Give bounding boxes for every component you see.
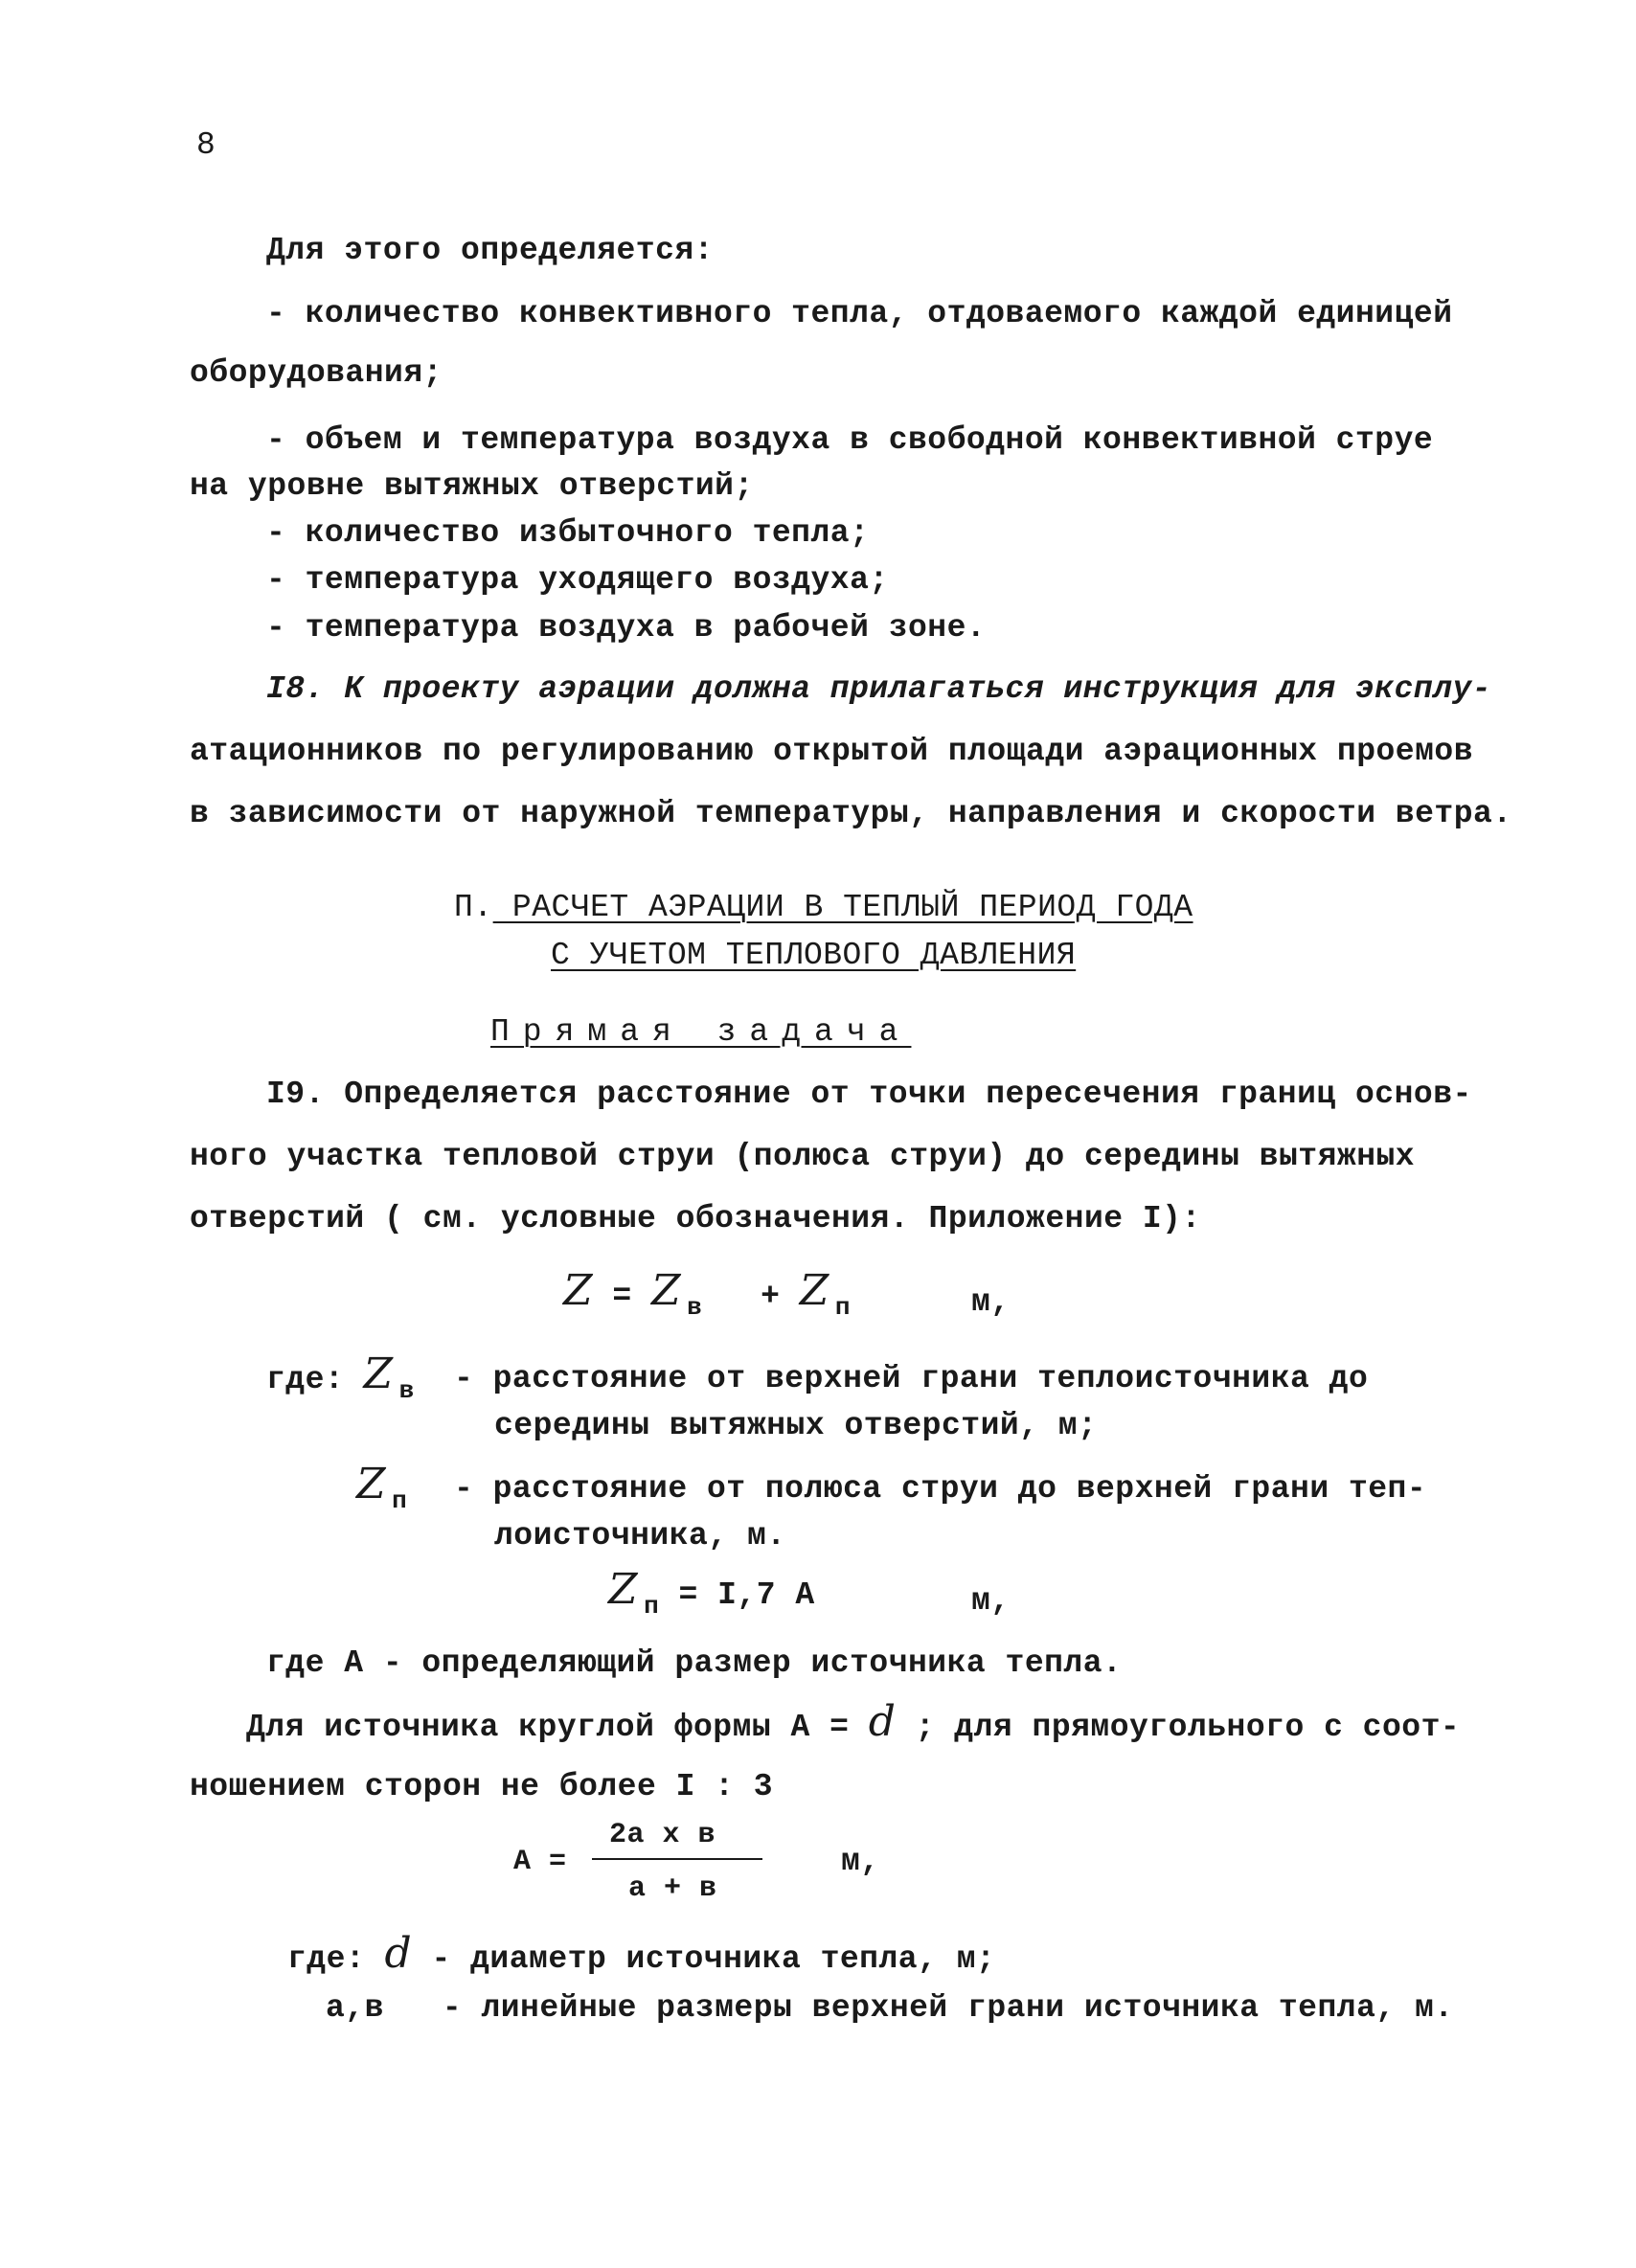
definition-zp-line2: лоисточника, м. bbox=[494, 1518, 786, 1554]
where-ab-line bbox=[326, 1989, 1454, 2028]
section-number: П. bbox=[454, 890, 493, 925]
paragraph-19-line: отверстий ( см. условные обозначения. Приложение I): bbox=[190, 1201, 1201, 1236]
definition-a: где А - определяющий размер источника тепла. bbox=[266, 1645, 1123, 1681]
formula-z-total bbox=[563, 1266, 851, 1322]
definition-ab: - линейные размеры верхней грани источника тепла, м. bbox=[442, 1990, 1454, 2026]
section-title-2: С УЧЕТОМ ТЕПЛОВОГО ДАВЛЕНИЯ bbox=[551, 938, 1077, 973]
subscript: в bbox=[687, 1293, 703, 1322]
where-d-line bbox=[287, 1929, 996, 1979]
list-item: - объем и температура воздуха в свободной конвективной струе bbox=[266, 422, 1434, 458]
z-symbol: Z bbox=[563, 1266, 594, 1315]
z-symbol: Z bbox=[651, 1266, 682, 1315]
where-word: где: bbox=[266, 1362, 345, 1397]
formula-a-lhs: А = bbox=[513, 1846, 567, 1878]
paragraph-19-line: I9. Определяется расстояние от точки пересечения границ основ- bbox=[266, 1077, 1472, 1112]
list-item: на уровне вытяжных отверстий; bbox=[190, 468, 754, 504]
list-item: оборудования; bbox=[190, 355, 443, 391]
list-item: - температура уходящего воздуха; bbox=[266, 562, 889, 598]
list-item: - количество конвективного тепла, отдоваемого каждой единицей bbox=[266, 296, 1453, 331]
section-heading-line1 bbox=[454, 889, 1193, 927]
where-word: где: bbox=[287, 1941, 366, 1977]
fraction-numerator: 2а х в bbox=[609, 1819, 716, 1851]
page-number: 8 bbox=[196, 127, 216, 163]
z-symbol: Z bbox=[356, 1460, 387, 1508]
paragraph-19-line: ного участка тепловой струи (полюса струи) до середины вытяжных bbox=[190, 1139, 1416, 1174]
section-subtitle: Прямая задача bbox=[490, 1014, 912, 1050]
ab-symbol: а,в bbox=[326, 1990, 384, 2026]
z-symbol: Z bbox=[363, 1349, 394, 1398]
subscript: п bbox=[392, 1486, 408, 1515]
subscript: п bbox=[834, 1293, 851, 1322]
d-symbol: d bbox=[384, 1929, 413, 1978]
definition-d: - диаметр источника тепла, м; bbox=[431, 1941, 996, 1977]
list-item: - температура воздуха в рабочей зоне. bbox=[266, 610, 987, 646]
subscript: п bbox=[644, 1592, 660, 1621]
formula-rhs: = I,7 А bbox=[678, 1577, 815, 1613]
d-symbol: d bbox=[868, 1697, 897, 1746]
formula-unit: м, bbox=[971, 1583, 1011, 1619]
definition-zp-line1: - расстояние от полюса струи до верхней грани теп- bbox=[454, 1471, 1427, 1507]
formula-unit: м, bbox=[971, 1284, 1011, 1320]
section-title-1: РАСЧЕТ АЭРАЦИИ В ТЕПЛЫЙ ПЕРИОД ГОДА bbox=[492, 890, 1193, 925]
round-source-line2: ношением сторон не более I : 3 bbox=[190, 1769, 774, 1804]
paragraph-18-line: в зависимости от наружной температуры, направления и скорости ветра. bbox=[190, 796, 1512, 831]
formula-unit: м, bbox=[841, 1844, 880, 1879]
formula-zp bbox=[608, 1565, 815, 1621]
paragraph-18-line: I8. К проекту аэрации должна прилагаться инструкция для эксплу- bbox=[266, 671, 1492, 707]
plus-sign: + bbox=[761, 1279, 781, 1314]
text-fragment: ; для прямоугольного с соот- bbox=[915, 1710, 1461, 1745]
z-symbol: Z bbox=[608, 1565, 639, 1614]
z-symbol: Z bbox=[799, 1266, 829, 1315]
fraction-denominator: а + в bbox=[628, 1872, 717, 1905]
round-source-line1 bbox=[246, 1697, 1461, 1747]
list-item: - количество избыточного тепла; bbox=[266, 515, 870, 551]
equals-sign: = bbox=[612, 1279, 632, 1314]
definition-zb-line1: - расстояние от верхней грани теплоисточника до bbox=[454, 1361, 1369, 1396]
subscript: в bbox=[398, 1376, 415, 1405]
text-fragment: Для источника круглой формы А = bbox=[246, 1710, 850, 1745]
definition-zb-line2: середины вытяжных отверстий, м; bbox=[494, 1408, 1098, 1443]
where-label bbox=[266, 1349, 415, 1405]
fraction-bar bbox=[592, 1858, 762, 1860]
zp-symbol-block bbox=[356, 1460, 408, 1515]
paragraph-18-line: атационников по регулированию открытой площади аэрационных проемов bbox=[190, 734, 1474, 769]
intro-text: Для этого определяется: bbox=[266, 233, 714, 268]
